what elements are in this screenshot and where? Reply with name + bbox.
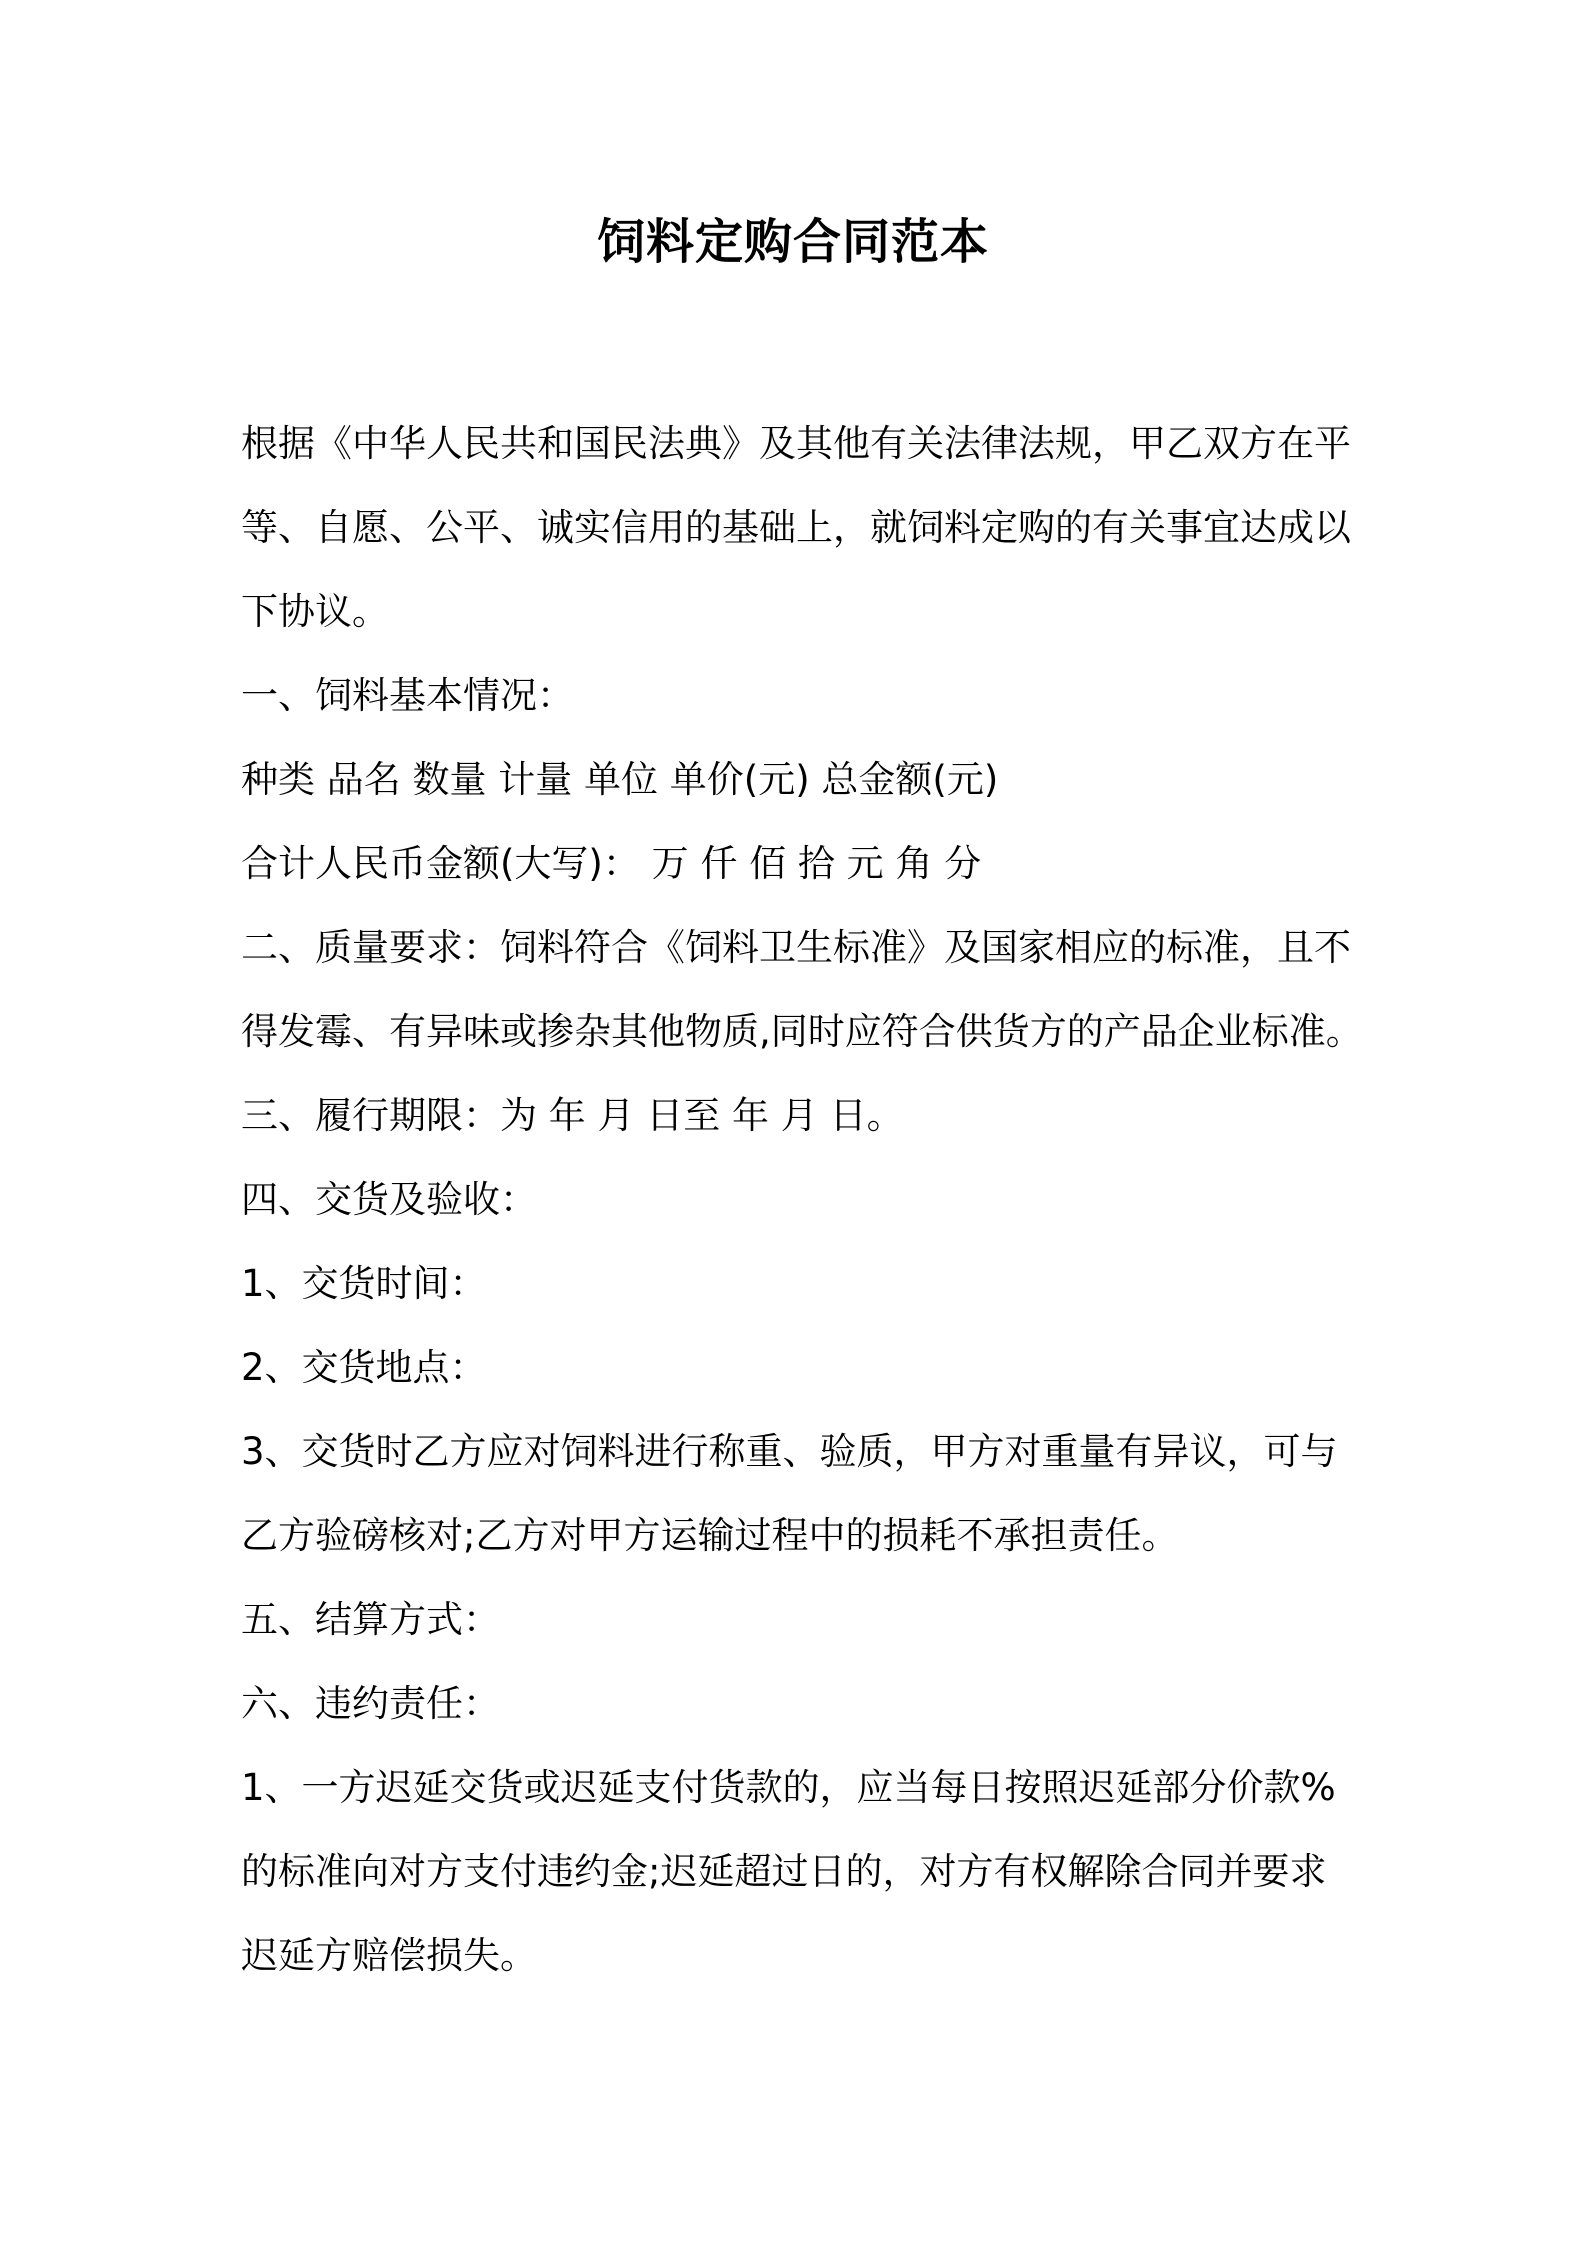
section-6-heading: 六、违约责任： (241, 1682, 500, 1725)
section-4-item-2: 2、交货地点： (241, 1346, 487, 1389)
section-4-item-3-line-2: 乙方验磅核对;乙方对甲方运输过程中的损耗不承担责任。 (241, 1514, 1179, 1557)
section-2-line-1: 二、质量要求：饲料符合《饲料卫生标准》及国家相应的标准，且不 (241, 926, 1351, 969)
section-6-item-1-line-3: 迟延方赔偿损失。 (241, 1934, 537, 1977)
section-6-item-1-line-2: 的标准向对方支付违约金;迟延超过日的，对方有权解除合同并要求 (241, 1850, 1327, 1893)
section-1-heading: 一、饲料基本情况： (241, 674, 574, 717)
section-4-heading: 四、交货及验收： (241, 1178, 537, 1221)
section-2-line-2: 得发霉、有异味或掺杂其他物质,同时应符合供货方的产品企业标准。 (241, 1010, 1363, 1053)
total-amount-line: 合计人民币金额(大写)： 万 仟 佰 拾 元 角 分 (241, 842, 982, 885)
body-line-3: 下协议。 (241, 590, 389, 633)
section-5-heading: 五、结算方式： (241, 1598, 500, 1641)
section-6-item-1-line-1: 1、一方迟延交货或迟延支付货款的，应当每日按照迟延部分价款% (241, 1766, 1336, 1809)
section-3-line: 三、履行期限：为 年 月 日至 年 月 日。 (241, 1094, 904, 1137)
section-4-item-1: 1、交货时间： (241, 1262, 487, 1305)
body-line-2: 等、自愿、公平、诚实信用的基础上，就饲料定购的有关事宜达成以 (241, 506, 1351, 549)
document-title: 饲料定购合同范本 (596, 214, 989, 270)
section-4-item-3-line-1: 3、交货时乙方应对饲料进行称重、验质，甲方对重量有异议，可与 (241, 1430, 1338, 1473)
document-body (241, 402, 1361, 1998)
table-headers-line: 种类 品名 数量 计量 单位 单价(元) 总金额(元) (241, 758, 999, 801)
body-line-1: 根据《中华人民共和国民法典》及其他有关法律法规，甲乙双方在平 (241, 422, 1351, 465)
